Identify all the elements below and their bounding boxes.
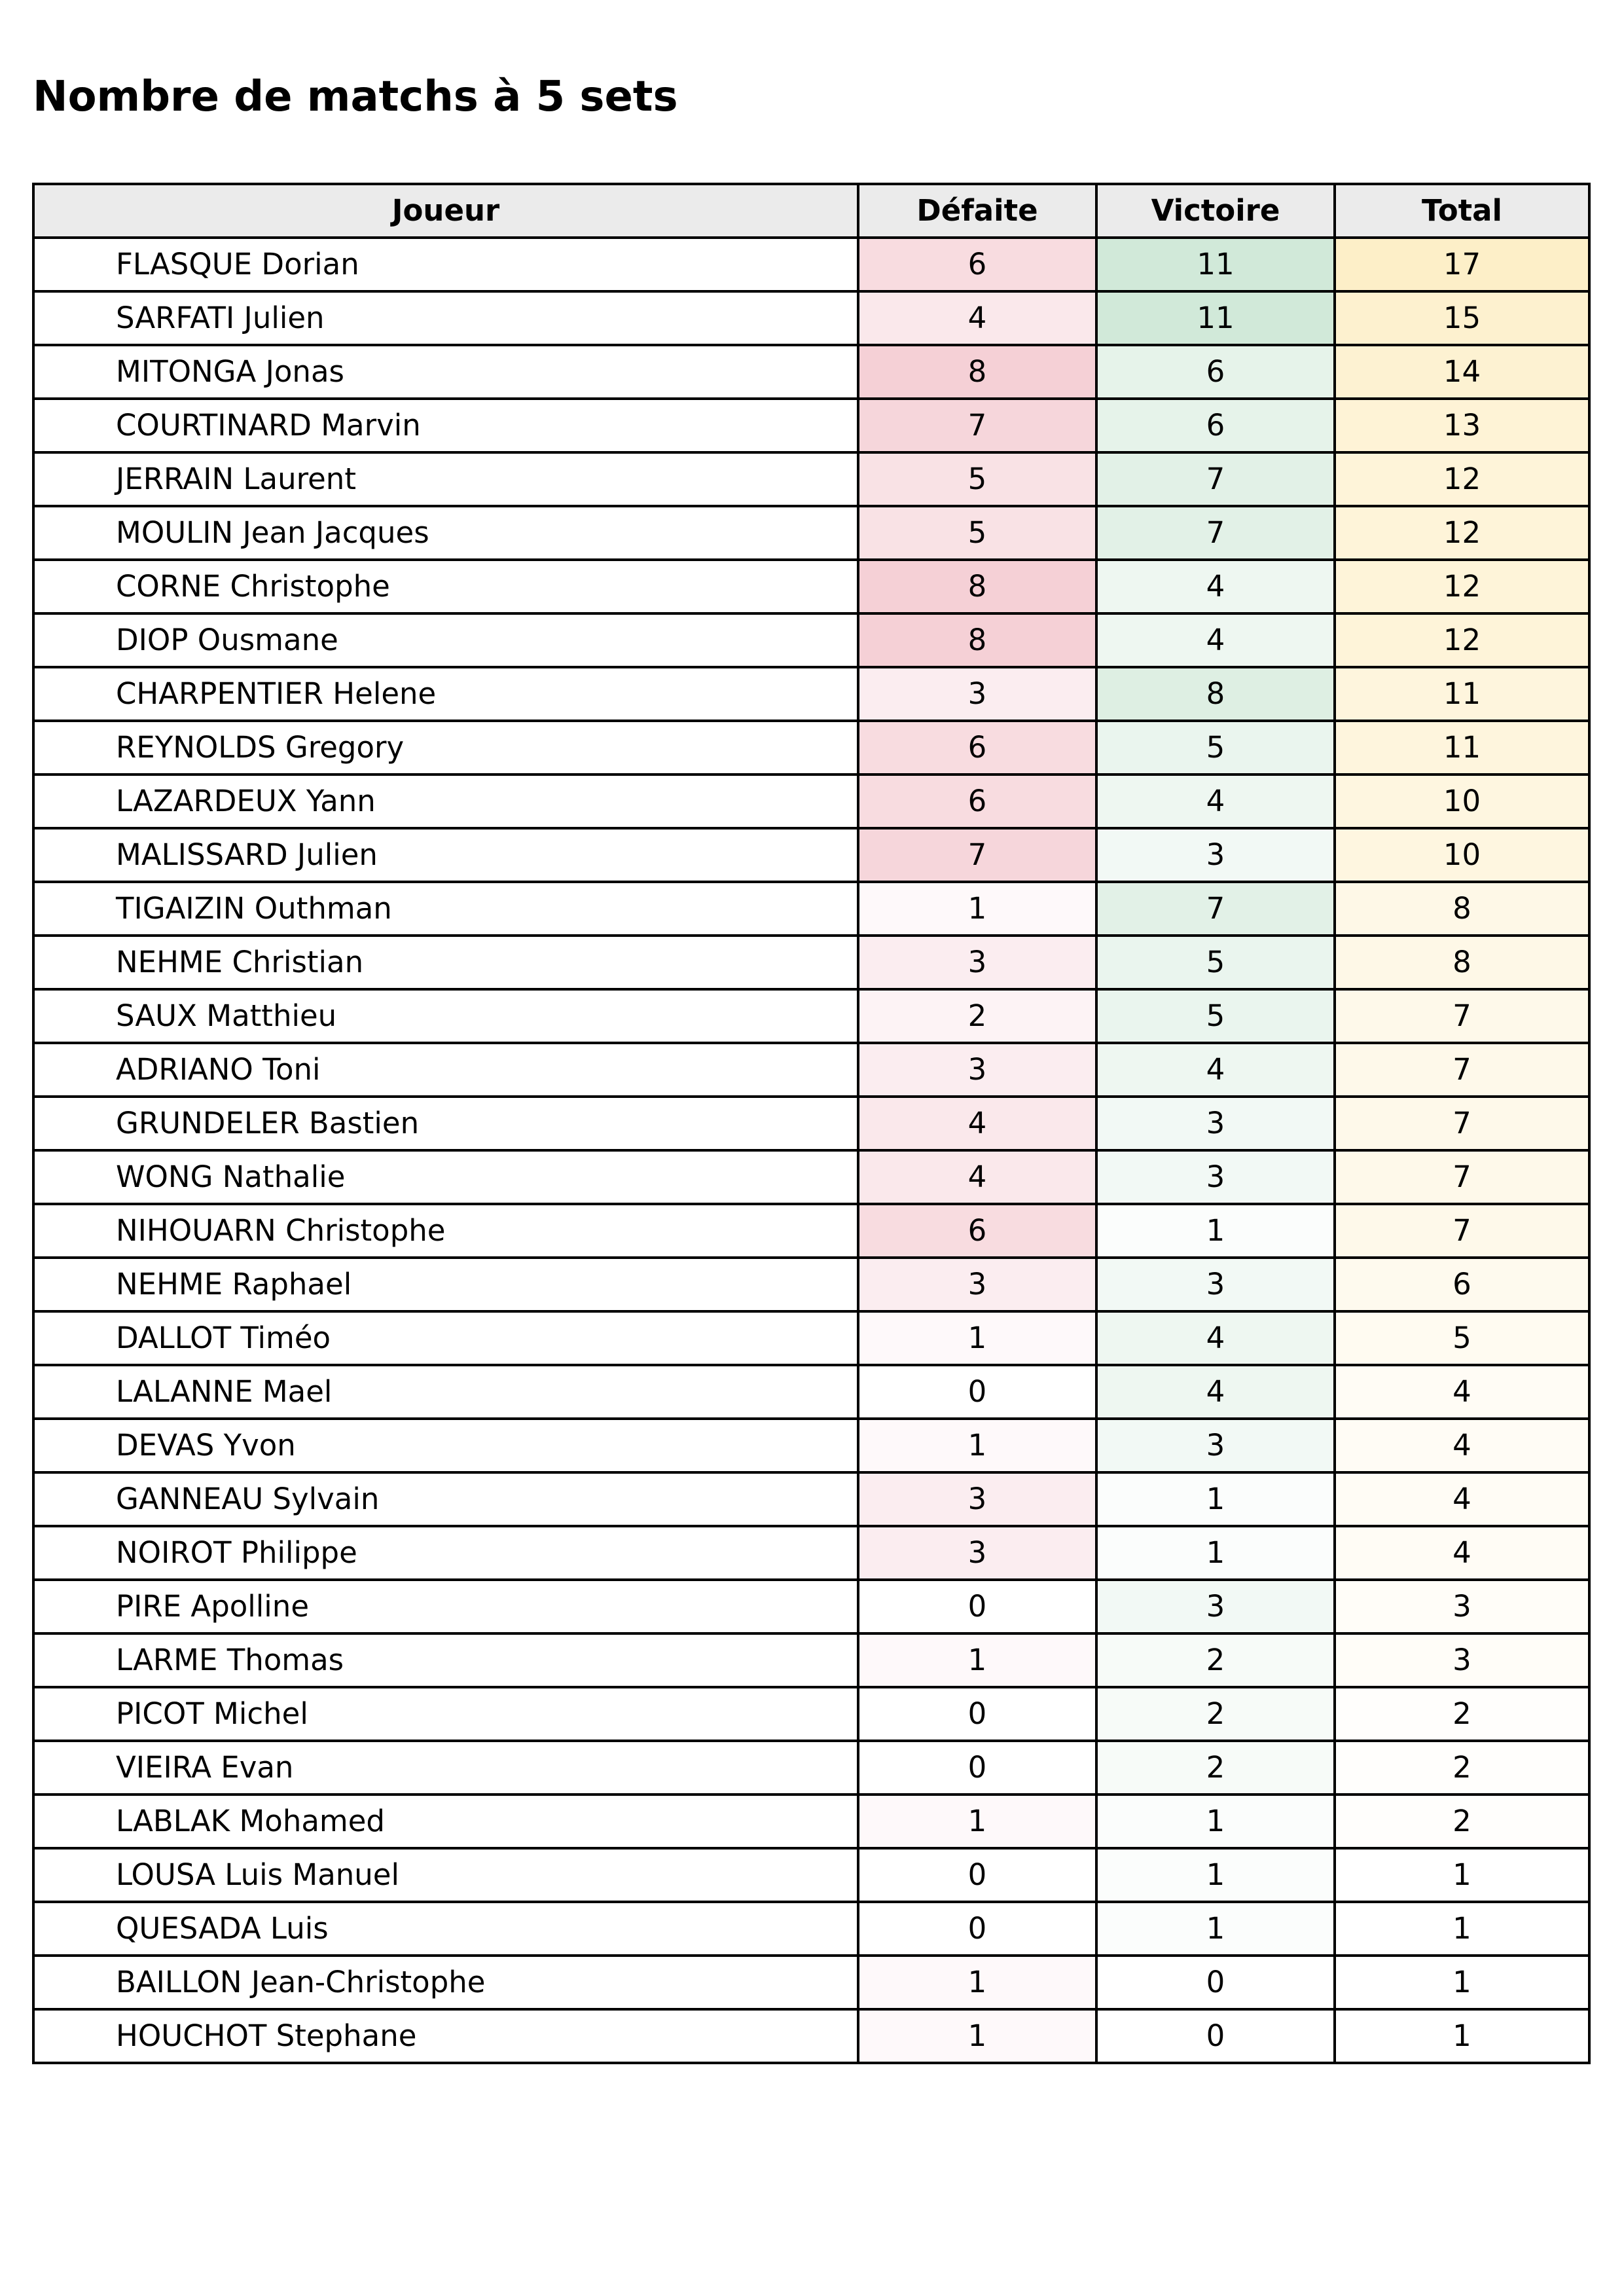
player-name-cell: NEHME Christian bbox=[33, 936, 858, 989]
win-count-cell: 1 bbox=[1096, 1526, 1335, 1580]
win-count-cell: 11 bbox=[1096, 238, 1335, 291]
loss-count-cell: 8 bbox=[858, 345, 1096, 399]
win-count-cell: 5 bbox=[1096, 721, 1335, 774]
total-count-cell: 3 bbox=[1335, 1633, 1589, 1687]
win-count-cell: 6 bbox=[1096, 345, 1335, 399]
table-row bbox=[33, 1580, 1589, 1633]
column-header-loss: Défaite bbox=[858, 184, 1096, 238]
loss-count-cell: 0 bbox=[858, 1365, 1096, 1419]
table-row bbox=[33, 828, 1589, 882]
loss-count-cell: 8 bbox=[858, 560, 1096, 613]
player-name-cell: HOUCHOT Stephane bbox=[33, 2009, 858, 2063]
total-count-cell: 4 bbox=[1335, 1365, 1589, 1419]
win-count-cell: 3 bbox=[1096, 1258, 1335, 1311]
table-row bbox=[33, 1526, 1589, 1580]
loss-count-cell: 0 bbox=[858, 1741, 1096, 1795]
loss-count-cell: 7 bbox=[858, 399, 1096, 452]
total-count-cell: 1 bbox=[1335, 1848, 1589, 1902]
page-title: Nombre de matchs à 5 sets bbox=[33, 73, 678, 121]
total-count-cell: 14 bbox=[1335, 345, 1589, 399]
win-count-cell: 5 bbox=[1096, 989, 1335, 1043]
table-body bbox=[33, 238, 1589, 2063]
table-row bbox=[33, 1848, 1589, 1902]
player-name-cell: NOIROT Philippe bbox=[33, 1526, 858, 1580]
player-name-cell: TIGAIZIN Outhman bbox=[33, 882, 858, 936]
loss-count-cell: 6 bbox=[858, 721, 1096, 774]
table-header-row bbox=[33, 184, 1589, 238]
loss-count-cell: 3 bbox=[858, 1043, 1096, 1097]
total-count-cell: 12 bbox=[1335, 452, 1589, 506]
table-row bbox=[33, 882, 1589, 936]
total-count-cell: 10 bbox=[1335, 828, 1589, 882]
player-name-cell: LAZARDEUX Yann bbox=[33, 774, 858, 828]
total-count-cell: 12 bbox=[1335, 560, 1589, 613]
win-count-cell: 1 bbox=[1096, 1472, 1335, 1526]
table-row bbox=[33, 1902, 1589, 1956]
win-count-cell: 1 bbox=[1096, 1848, 1335, 1902]
table-row bbox=[33, 560, 1589, 613]
loss-count-cell: 1 bbox=[858, 882, 1096, 936]
player-name-cell: PIRE Apolline bbox=[33, 1580, 858, 1633]
win-count-cell: 3 bbox=[1096, 1580, 1335, 1633]
player-name-cell: PICOT Michel bbox=[33, 1687, 858, 1741]
player-name-cell: VIEIRA Evan bbox=[33, 1741, 858, 1795]
total-count-cell: 13 bbox=[1335, 399, 1589, 452]
win-count-cell: 2 bbox=[1096, 1633, 1335, 1687]
win-count-cell: 2 bbox=[1096, 1687, 1335, 1741]
win-count-cell: 5 bbox=[1096, 936, 1335, 989]
total-count-cell: 7 bbox=[1335, 1043, 1589, 1097]
win-count-cell: 1 bbox=[1096, 1795, 1335, 1848]
column-header-total: Total bbox=[1335, 184, 1589, 238]
win-count-cell: 7 bbox=[1096, 506, 1335, 560]
table-row bbox=[33, 399, 1589, 452]
table-row bbox=[33, 1043, 1589, 1097]
loss-count-cell: 4 bbox=[858, 1097, 1096, 1150]
table-row bbox=[33, 1633, 1589, 1687]
loss-count-cell: 2 bbox=[858, 989, 1096, 1043]
loss-count-cell: 4 bbox=[858, 1150, 1096, 1204]
total-count-cell: 1 bbox=[1335, 2009, 1589, 2063]
total-count-cell: 8 bbox=[1335, 936, 1589, 989]
total-count-cell: 10 bbox=[1335, 774, 1589, 828]
player-name-cell: MITONGA Jonas bbox=[33, 345, 858, 399]
player-name-cell: GANNEAU Sylvain bbox=[33, 1472, 858, 1526]
loss-count-cell: 3 bbox=[858, 936, 1096, 989]
total-count-cell: 4 bbox=[1335, 1472, 1589, 1526]
win-count-cell: 6 bbox=[1096, 399, 1335, 452]
player-name-cell: MOULIN Jean Jacques bbox=[33, 506, 858, 560]
win-count-cell: 3 bbox=[1096, 1150, 1335, 1204]
loss-count-cell: 1 bbox=[858, 2009, 1096, 2063]
total-count-cell: 12 bbox=[1335, 613, 1589, 667]
loss-count-cell: 0 bbox=[858, 1902, 1096, 1956]
player-name-cell: LOUSA Luis Manuel bbox=[33, 1848, 858, 1902]
table-row bbox=[33, 1795, 1589, 1848]
total-count-cell: 1 bbox=[1335, 1902, 1589, 1956]
player-name-cell: REYNOLDS Gregory bbox=[33, 721, 858, 774]
player-name-cell: DEVAS Yvon bbox=[33, 1419, 858, 1472]
table-row bbox=[33, 1472, 1589, 1526]
player-name-cell: BAILLON Jean-Christophe bbox=[33, 1956, 858, 2009]
table-row bbox=[33, 1956, 1589, 2009]
table-row bbox=[33, 1097, 1589, 1150]
win-count-cell: 11 bbox=[1096, 291, 1335, 345]
total-count-cell: 5 bbox=[1335, 1311, 1589, 1365]
player-name-cell: MALISSARD Julien bbox=[33, 828, 858, 882]
total-count-cell: 4 bbox=[1335, 1526, 1589, 1580]
loss-count-cell: 6 bbox=[858, 238, 1096, 291]
player-name-cell: NIHOUARN Christophe bbox=[33, 1204, 858, 1258]
player-name-cell: SARFATI Julien bbox=[33, 291, 858, 345]
table-row bbox=[33, 721, 1589, 774]
win-count-cell: 3 bbox=[1096, 1419, 1335, 1472]
win-count-cell: 4 bbox=[1096, 613, 1335, 667]
total-count-cell: 1 bbox=[1335, 1956, 1589, 2009]
table-row bbox=[33, 345, 1589, 399]
loss-count-cell: 5 bbox=[858, 452, 1096, 506]
player-name-cell: DALLOT Timéo bbox=[33, 1311, 858, 1365]
win-count-cell: 2 bbox=[1096, 1741, 1335, 1795]
win-count-cell: 7 bbox=[1096, 452, 1335, 506]
loss-count-cell: 6 bbox=[858, 1204, 1096, 1258]
win-count-cell: 3 bbox=[1096, 828, 1335, 882]
loss-count-cell: 3 bbox=[858, 1258, 1096, 1311]
loss-count-cell: 3 bbox=[858, 667, 1096, 721]
table-row bbox=[33, 1258, 1589, 1311]
player-name-cell: JERRAIN Laurent bbox=[33, 452, 858, 506]
table-row bbox=[33, 667, 1589, 721]
win-count-cell: 4 bbox=[1096, 560, 1335, 613]
five-set-matches-table bbox=[32, 183, 1591, 2064]
win-count-cell: 3 bbox=[1096, 1097, 1335, 1150]
loss-count-cell: 8 bbox=[858, 613, 1096, 667]
win-count-cell: 0 bbox=[1096, 2009, 1335, 2063]
player-name-cell: WONG Nathalie bbox=[33, 1150, 858, 1204]
win-count-cell: 4 bbox=[1096, 774, 1335, 828]
table-row bbox=[33, 1150, 1589, 1204]
win-count-cell: 4 bbox=[1096, 1043, 1335, 1097]
loss-count-cell: 1 bbox=[858, 1795, 1096, 1848]
player-name-cell: CORNE Christophe bbox=[33, 560, 858, 613]
player-name-cell: DIOP Ousmane bbox=[33, 613, 858, 667]
win-count-cell: 4 bbox=[1096, 1365, 1335, 1419]
total-count-cell: 15 bbox=[1335, 291, 1589, 345]
table-row bbox=[33, 989, 1589, 1043]
loss-count-cell: 0 bbox=[858, 1848, 1096, 1902]
total-count-cell: 7 bbox=[1335, 1204, 1589, 1258]
win-count-cell: 8 bbox=[1096, 667, 1335, 721]
table-row bbox=[33, 1687, 1589, 1741]
column-header-win: Victoire bbox=[1096, 184, 1335, 238]
player-name-cell: LALANNE Mael bbox=[33, 1365, 858, 1419]
player-name-cell: GRUNDELER Bastien bbox=[33, 1097, 858, 1150]
table-row bbox=[33, 1419, 1589, 1472]
player-name-cell: ADRIANO Toni bbox=[33, 1043, 858, 1097]
player-name-cell: LARME Thomas bbox=[33, 1633, 858, 1687]
loss-count-cell: 0 bbox=[858, 1687, 1096, 1741]
total-count-cell: 6 bbox=[1335, 1258, 1589, 1311]
player-name-cell: COURTINARD Marvin bbox=[33, 399, 858, 452]
player-name-cell: SAUX Matthieu bbox=[33, 989, 858, 1043]
player-name-cell: LABLAK Mohamed bbox=[33, 1795, 858, 1848]
loss-count-cell: 6 bbox=[858, 774, 1096, 828]
table-row bbox=[33, 238, 1589, 291]
loss-count-cell: 1 bbox=[858, 1633, 1096, 1687]
table-row bbox=[33, 1204, 1589, 1258]
player-name-cell: FLASQUE Dorian bbox=[33, 238, 858, 291]
table-row bbox=[33, 1365, 1589, 1419]
loss-count-cell: 7 bbox=[858, 828, 1096, 882]
loss-count-cell: 3 bbox=[858, 1526, 1096, 1580]
total-count-cell: 4 bbox=[1335, 1419, 1589, 1472]
total-count-cell: 8 bbox=[1335, 882, 1589, 936]
total-count-cell: 2 bbox=[1335, 1741, 1589, 1795]
table-row bbox=[33, 2009, 1589, 2063]
win-count-cell: 0 bbox=[1096, 1956, 1335, 2009]
table-row bbox=[33, 1311, 1589, 1365]
loss-count-cell: 0 bbox=[858, 1580, 1096, 1633]
total-count-cell: 7 bbox=[1335, 1150, 1589, 1204]
total-count-cell: 11 bbox=[1335, 667, 1589, 721]
table-row bbox=[33, 291, 1589, 345]
total-count-cell: 2 bbox=[1335, 1687, 1589, 1741]
loss-count-cell: 4 bbox=[858, 291, 1096, 345]
player-name-cell: NEHME Raphael bbox=[33, 1258, 858, 1311]
column-header-player: Joueur bbox=[33, 184, 858, 238]
table-row bbox=[33, 774, 1589, 828]
loss-count-cell: 3 bbox=[858, 1472, 1096, 1526]
table-row bbox=[33, 936, 1589, 989]
win-count-cell: 4 bbox=[1096, 1311, 1335, 1365]
loss-count-cell: 5 bbox=[858, 506, 1096, 560]
total-count-cell: 2 bbox=[1335, 1795, 1589, 1848]
player-name-cell: CHARPENTIER Helene bbox=[33, 667, 858, 721]
table-row bbox=[33, 613, 1589, 667]
player-name-cell: QUESADA Luis bbox=[33, 1902, 858, 1956]
win-count-cell: 7 bbox=[1096, 882, 1335, 936]
total-count-cell: 7 bbox=[1335, 989, 1589, 1043]
total-count-cell: 11 bbox=[1335, 721, 1589, 774]
table-row bbox=[33, 506, 1589, 560]
total-count-cell: 12 bbox=[1335, 506, 1589, 560]
table-row bbox=[33, 1741, 1589, 1795]
total-count-cell: 7 bbox=[1335, 1097, 1589, 1150]
table-row bbox=[33, 452, 1589, 506]
total-count-cell: 3 bbox=[1335, 1580, 1589, 1633]
loss-count-cell: 1 bbox=[858, 1311, 1096, 1365]
total-count-cell: 17 bbox=[1335, 238, 1589, 291]
win-count-cell: 1 bbox=[1096, 1902, 1335, 1956]
loss-count-cell: 1 bbox=[858, 1419, 1096, 1472]
loss-count-cell: 1 bbox=[858, 1956, 1096, 2009]
win-count-cell: 1 bbox=[1096, 1204, 1335, 1258]
